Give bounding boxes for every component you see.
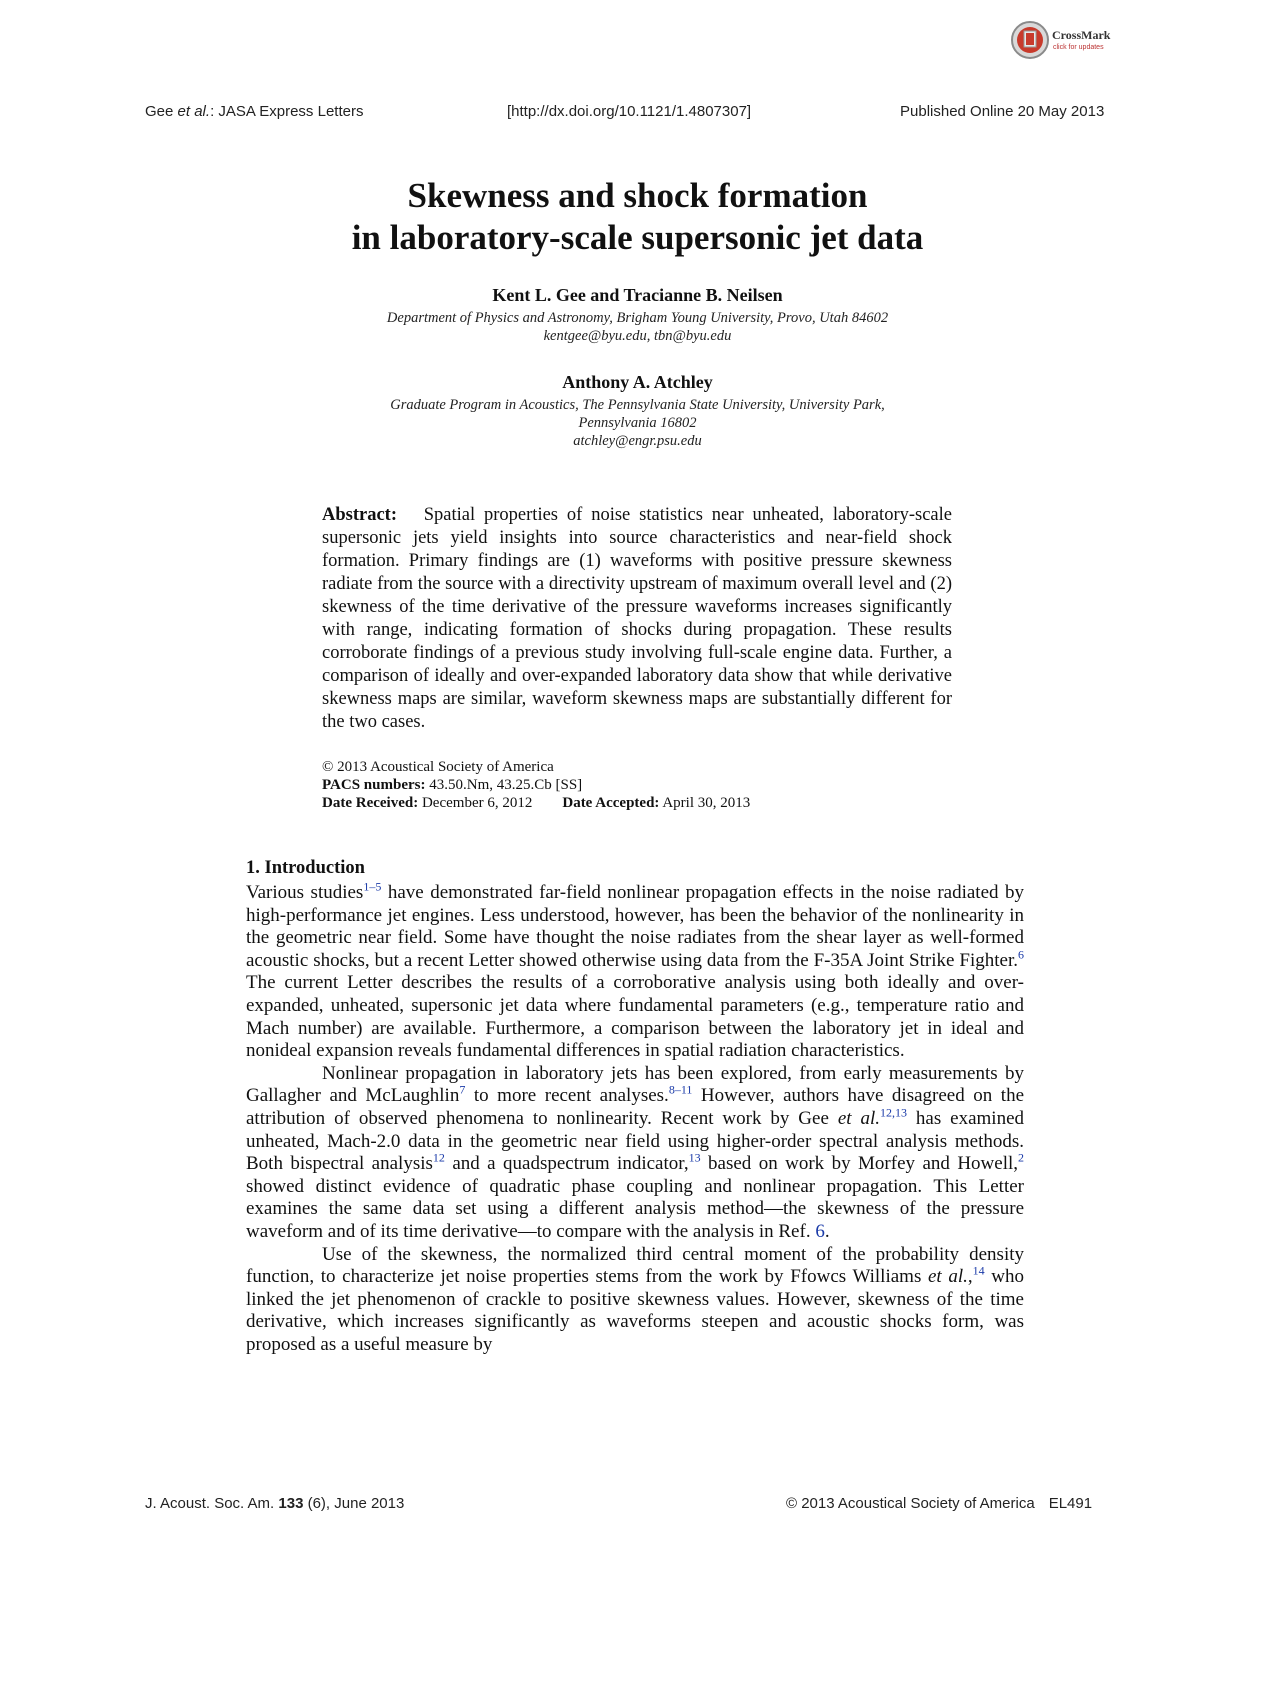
etal-text: et al. bbox=[927, 1266, 968, 1288]
accepted-label: Date Accepted: bbox=[562, 795, 660, 811]
text-run: Nonlinear propagation in laboratory jets has been explored, from early measurements by Gallagher and McLaughlin bbox=[246, 1062, 1024, 1107]
abstract-text: Spatial properties of noise statistics near unheated, laboratory-scale supersonic jets yield insights into source characteristics and near-field shock formation. Primary findings are (1) waveforms with positive pressure skewness radiate from the source with a directivity upstream of maximum overall level and (2) skewness of the time derivative of the pressure waveforms increases significantly with range, indicating formation of shocks during propagation. These results corroborate findings of a previous study involving full-scale engine data. Further, a comparison of ideally and over-expanded laboratory data show that while derivative skewness maps are similar, waveform skewness maps are substantially different for the two cases. bbox=[322, 505, 952, 732]
crossmark-sublabel: click for updates bbox=[1053, 44, 1104, 51]
footer-citation bbox=[145, 1495, 404, 1512]
text-run: based on work by Morfey and Howell, bbox=[700, 1153, 1018, 1175]
citation-link[interactable]: 13 bbox=[688, 1150, 701, 1165]
text-run: and a quadspectrum indicator, bbox=[444, 1153, 689, 1175]
citation-link[interactable]: 12,13 bbox=[879, 1105, 907, 1120]
text-run: . bbox=[824, 1220, 830, 1242]
published-date: Published Online 20 May 2013 bbox=[900, 103, 1105, 120]
footer-volume: 133 bbox=[278, 1495, 304, 1512]
doi-link[interactable]: [http://dx.doi.org/10.1121/1.4807307] bbox=[507, 103, 752, 120]
text-run: , bbox=[967, 1266, 973, 1288]
paragraph-3 bbox=[246, 1244, 1024, 1357]
paper-title bbox=[0, 175, 1275, 259]
footer-right bbox=[786, 1495, 1092, 1512]
citation-link[interactable]: 2 bbox=[1018, 1150, 1024, 1165]
text-run: Various studies bbox=[246, 882, 364, 903]
affiliation-2-line-1: Graduate Program in Acoustics, The Pennsylvania State University, University Park, bbox=[390, 397, 885, 413]
paragraph-1 bbox=[246, 879, 1024, 1063]
text-run: to more recent analyses. bbox=[465, 1085, 669, 1107]
abstract-label: Abstract: bbox=[322, 505, 398, 525]
page-number: EL491 bbox=[1048, 1495, 1093, 1512]
emails-1[interactable]: kentgee@byu.edu, tbn@byu.edu bbox=[543, 328, 732, 344]
text-run: have demonstrated far-field nonlinear propagation effects in the noise radiated by high-performance jet engines. Less understood, however, has been the behavior of the nonlinearity in the geometric near field. Some have thought the noise radiates from the shear layer as well-formed acoustic shocks, but a recent Letter showed otherwise using data from the F-35A Joint Strike Fighter. bbox=[246, 882, 1024, 971]
copyright-line: © 2013 Acoustical Society of America bbox=[322, 759, 554, 775]
citation-link[interactable]: 6 bbox=[1018, 947, 1024, 962]
running-head-left bbox=[145, 103, 363, 120]
authors-group-2: Anthony A. Atchley bbox=[562, 372, 713, 392]
received-value: December 6, 2012 bbox=[421, 795, 533, 811]
email-2[interactable]: atchley@engr.psu.edu bbox=[573, 433, 702, 449]
footer-journal: J. Acoust. Soc. Am. bbox=[145, 1495, 279, 1512]
body-text bbox=[246, 879, 1025, 1356]
affiliation-2-line-2: Pennsylvania 16802 bbox=[578, 415, 697, 431]
running-head-etal: et al. bbox=[177, 103, 211, 120]
footer-copyright: © 2013 Acoustical Society of America bbox=[786, 1495, 1035, 1512]
pacs-line bbox=[322, 776, 982, 794]
paragraph-2 bbox=[246, 1063, 1024, 1244]
text-run: Use of the skewness, the normalized third central moment of the probability density function, to characterize jet noise properties stems from the work by Ffowcs Williams bbox=[246, 1243, 1024, 1288]
citation-link[interactable]: 1–5 bbox=[363, 879, 382, 894]
text-run: However, authors have disagreed on the attribution of observed phenomena to nonlinearity. Recent work by Gee bbox=[246, 1085, 1025, 1129]
citation-link[interactable]: 8–11 bbox=[668, 1083, 693, 1098]
pacs-value: 43.50.Nm, 43.25.Cb [SS] bbox=[429, 777, 583, 793]
text-run: has examined unheated, Mach-2.0 data in the geometric near field using higher-order spectral analysis methods. Both bispectral analysis bbox=[246, 1107, 1025, 1175]
citation-link[interactable]: 7 bbox=[459, 1083, 466, 1098]
citation-link[interactable]: 12 bbox=[432, 1150, 445, 1165]
title-line-1: Skewness and shock formation bbox=[407, 176, 868, 215]
crossmark-label: CrossMark bbox=[1052, 28, 1111, 42]
affiliation-1: Department of Physics and Astronomy, Brigham Young University, Provo, Utah 84602 bbox=[386, 310, 889, 326]
text-run: who linked the jet phenomenon of crackle to positive skewness values. However, skewness of the time derivative, which increases significantly as waveforms steepen and acoustic shocks form, was proposed as a useful measure by bbox=[246, 1266, 1024, 1355]
citation-link[interactable]: 14 bbox=[972, 1263, 985, 1278]
text-run: The current Letter describes the results of a corroborative analysis using both ideally and over-expanded, unheated, supersonic jet data where fundamental parameters (e.g., temperature ratio and Mach number) are available. Furthermore, a comparison between the laboratory jet in ideal and nonideal expansion reveals fundamental differences in spatial radiation characteristics. bbox=[246, 972, 1024, 1062]
etal-text: et al. bbox=[837, 1107, 880, 1129]
text-run: showed distinct evidence of quadratic phase coupling and nonlinear propagation. This Letter examines the same data set using a different analysis method—the skewness of the pressure waveform and of its time derivative—to compare with the analysis in Ref. bbox=[246, 1175, 1024, 1242]
received-label: Date Received: bbox=[322, 795, 419, 811]
accepted-value: April 30, 2013 bbox=[662, 795, 751, 811]
authors-group-1: Kent L. Gee and Tracianne B. Neilsen bbox=[492, 285, 783, 305]
crossmark-badge[interactable] bbox=[1010, 20, 1120, 64]
dates-line bbox=[322, 794, 982, 812]
title-line-2: in laboratory-scale supersonic jet data bbox=[351, 218, 924, 257]
running-head-journal: : JASA Express Letters bbox=[210, 103, 364, 120]
section-heading: 1. Introduction bbox=[246, 858, 365, 878]
crossmark-icon bbox=[1010, 20, 1050, 60]
abstract bbox=[322, 504, 952, 734]
ref-link[interactable]: 6 bbox=[815, 1220, 825, 1242]
pacs-label: PACS numbers: bbox=[322, 777, 426, 793]
running-head-author: Gee bbox=[145, 103, 178, 120]
footer-issue: (6), June 2013 bbox=[303, 1495, 405, 1512]
